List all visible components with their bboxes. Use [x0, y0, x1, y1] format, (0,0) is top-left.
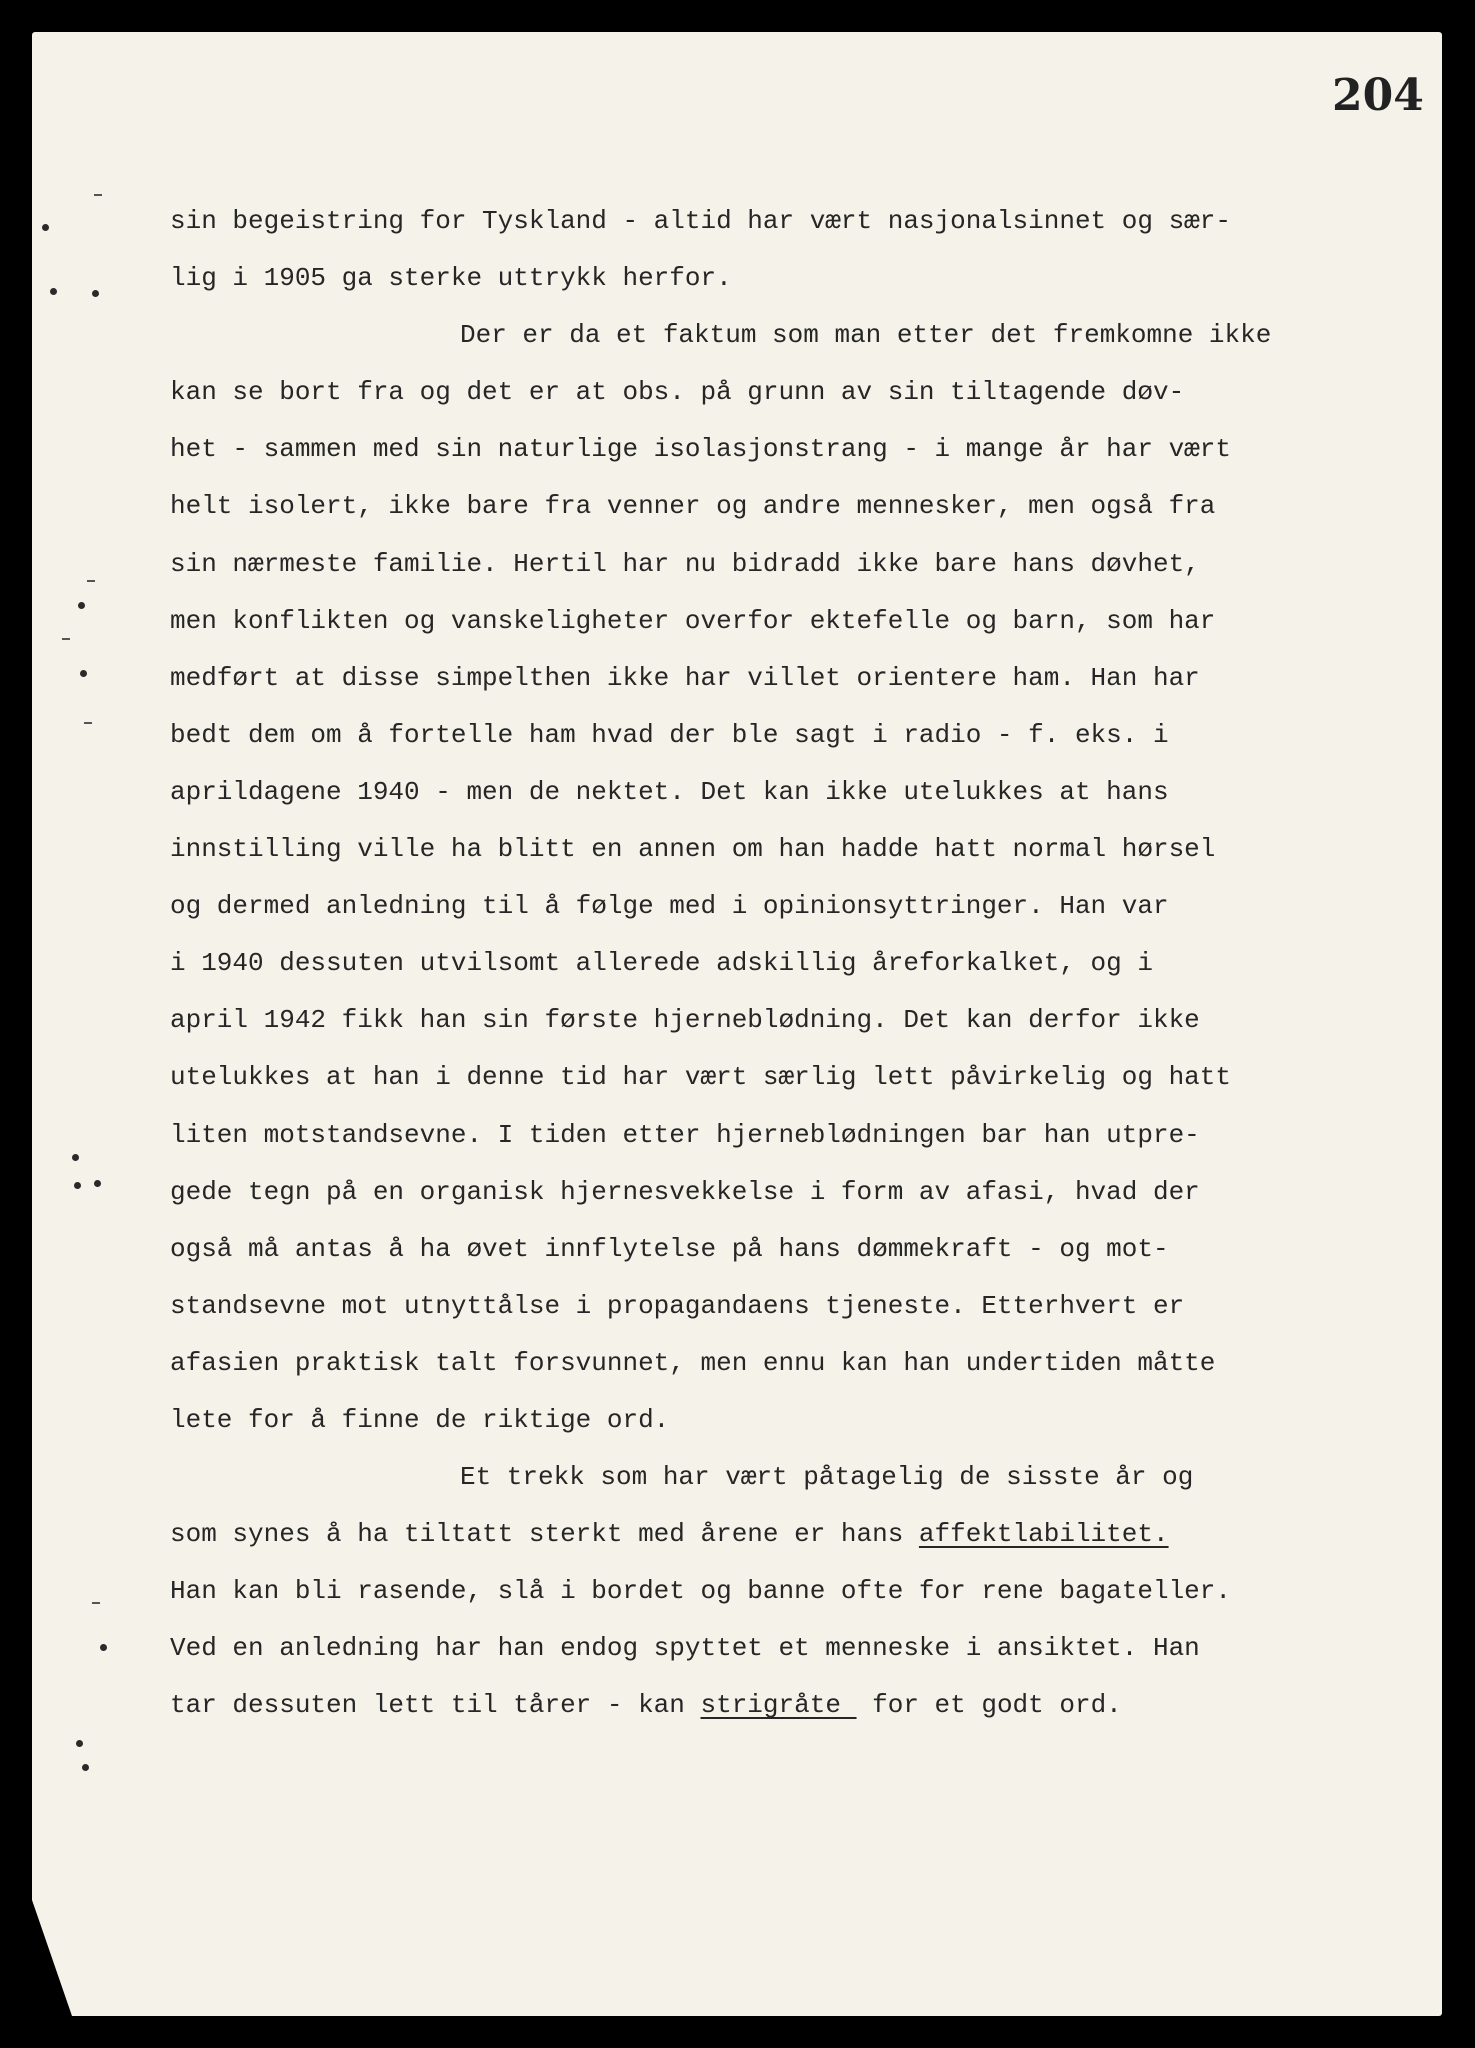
text-line: medført at disse simpelthen ikke har villet orientere ham. Han har: [170, 662, 1200, 693]
text-line: Han kan bli rasende, slå i bordet og banne ofte for rene bagateller.: [170, 1576, 1231, 1607]
text-line: Der er da et faktum som man etter det fremkomne ikke: [460, 320, 1272, 351]
text-line: afasien praktisk talt forsvunnet, men ennu kan han undertiden måtte: [170, 1347, 1216, 1378]
margin-mark: [82, 1764, 89, 1771]
text-segment: som synes å ha tiltatt sterkt med årene er hans: [170, 1519, 919, 1550]
text-line: i 1940 dessuten utvilsomt allerede adskillig åreforkalket, og i: [170, 948, 1153, 979]
text-line: bedt dem om å fortelle ham hvad der ble sagt i radio - f. eks. i: [170, 719, 1169, 750]
margin-mark: [74, 1182, 81, 1189]
text-line: gede tegn på en organisk hjernesvekkelse i form av afasi, hvad der: [170, 1176, 1200, 1207]
page-number: 204: [1332, 70, 1424, 121]
margin-tick: [62, 638, 70, 640]
underlined-term: strigråte: [700, 1690, 857, 1721]
margin-mark: [50, 288, 57, 295]
margin-mark: [76, 1740, 83, 1747]
text-segment: tar dessuten lett til tårer - kan: [170, 1690, 701, 1721]
text-line: utelukkes at han i denne tid har vært særlig lett påvirkelig og hatt: [170, 1062, 1231, 1093]
typed-text-body: [170, 193, 1390, 1735]
text-line: Et trekk som har vært påtagelig de sisste år og: [460, 1462, 1194, 1493]
text-line: kan se bort fra og det er at obs. på grunn av sin tiltagende døv-: [170, 377, 1185, 408]
text-line: [170, 1506, 1390, 1563]
text-segment: for et godt ord.: [856, 1690, 1122, 1721]
text-line: lig i 1905 ga sterke uttrykk herfor.: [170, 263, 732, 294]
text-line: innstilling ville ha blitt en annen om han hadde hatt normal hørsel: [170, 834, 1216, 865]
text-line: sin begeistring for Tyskland - altid har vært nasjonalsinnet og sær-: [170, 206, 1231, 236]
text-line: men konflikten og vanskeligheter overfor ektefelle og barn, som har: [170, 605, 1216, 636]
margin-tick: [94, 194, 102, 196]
underlined-term: affektlabilitet.: [918, 1519, 1169, 1550]
margin-tick: [87, 580, 95, 582]
margin-tick: [84, 722, 92, 724]
text-line: [170, 1677, 1390, 1734]
text-line: sin nærmeste familie. Hertil har nu bidradd ikke bare hans døvhet,: [170, 548, 1200, 579]
text-line: helt isolert, ikke bare fra venner og andre mennesker, men også fra: [170, 491, 1216, 522]
margin-mark: [100, 1644, 107, 1651]
margin-mark: [94, 1180, 101, 1187]
text-line: aprildagene 1940 - men de nektet. Det kan ikke utelukkes at hans: [170, 776, 1169, 807]
text-line: og dermed anledning til å følge med i opinionsyttringer. Han var: [170, 891, 1169, 922]
text-line: standsevne mot utnyttålse i propagandaens tjeneste. Etterhvert er: [170, 1290, 1185, 1321]
text-line: Ved en anledning har han endog spyttet et menneske i ansiktet. Han: [170, 1633, 1200, 1664]
text-line: liten motstandsevne. I tiden etter hjerneblødningen bar han utpre-: [170, 1119, 1200, 1150]
margin-tick: [92, 1602, 100, 1604]
margin-mark: [42, 224, 49, 231]
text-line: april 1942 fikk han sin første hjerneblødning. Det kan derfor ikke: [170, 1005, 1200, 1036]
margin-mark: [72, 1154, 79, 1161]
text-line: også må antas å ha øvet innflytelse på hans dømmekraft - og mot-: [170, 1233, 1169, 1264]
margin-mark: [80, 670, 87, 677]
text-line: het - sammen med sin naturlige isolasjonstrang - i mange år har vært: [170, 434, 1231, 465]
margin-mark: [78, 602, 85, 609]
margin-mark: [92, 290, 99, 297]
text-line: lete for å finne de riktige ord.: [170, 1404, 670, 1435]
